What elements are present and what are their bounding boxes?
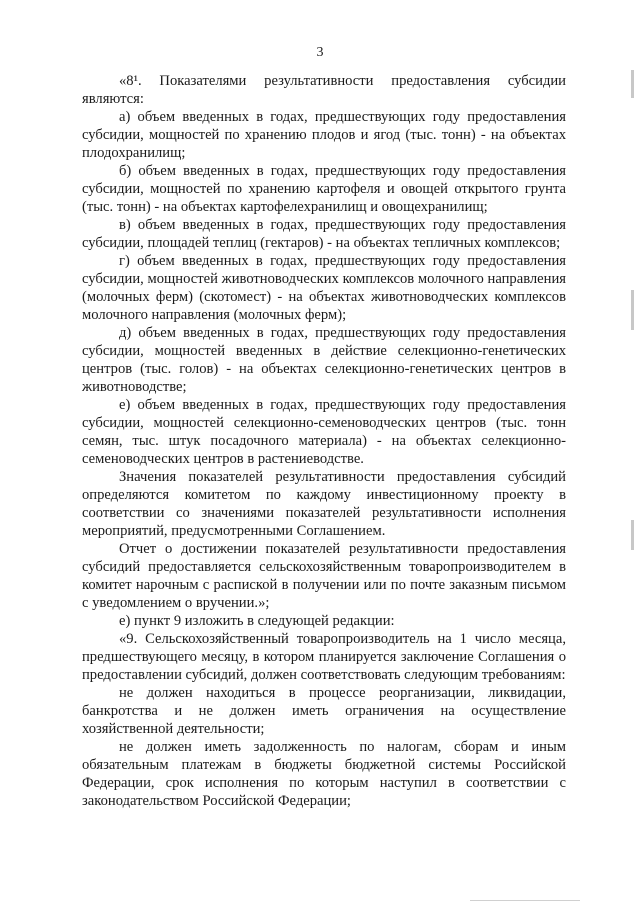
page-number: 3 bbox=[316, 45, 324, 60]
paragraph-item-e: е) объем введенных в годах, предшествующих году предоставления субсидии, мощностей селекционно-семеноводческих центров (тыс. тонн семян, тыс. штук посадочного материала) - на объектах селекционно-семеноводческих центров в растениеводстве. bbox=[82, 397, 566, 467]
paragraph-point-9: «9. Сельскохозяйственный товаропроизводитель на 1 число месяца, предшествующего месяцу, в котором планируется заключение Соглашения о предоставлении субсидий, должен соответствовать следующим требованиям: bbox=[82, 631, 566, 683]
paragraph-item-a: а) объем введенных в годах, предшествующих году предоставления субсидии, мощностей по хранению плодов и ягод (тыс. тонн) - на объектах плодохранилищ; bbox=[82, 109, 566, 161]
document-body bbox=[82, 72, 566, 810]
scan-edge-mark bbox=[470, 900, 580, 901]
paragraph-item-v: в) объем введенных в годах, предшествующих году предоставления субсидии, площадей теплиц (гектаров) - на объектах тепличных комплексов; bbox=[82, 217, 566, 251]
paragraph-8-1-intro: «8¹. Показателями результативности предоставления субсидии являются: bbox=[82, 73, 566, 107]
paragraph-point-9-intro: е) пункт 9 изложить в следующей редакции: bbox=[119, 613, 395, 629]
paragraph-item-b: б) объем введенных в годах, предшествующих году предоставления субсидии, мощностей по хранению картофеля и овощей открытого грунта (тыс. тонн) - на объектах картофелехранилищ и овощехранилищ; bbox=[82, 163, 566, 215]
paragraph-requirement-1: не должен находиться в процессе реорганизации, ликвидации, банкротства и не должен иметь ограничения на осуществление хозяйственной деятельности; bbox=[82, 685, 566, 737]
paragraph-indicator-values: Значения показателей результативности предоставления субсидий определяются комитетом по каждому инвестиционному проекту в соответствии со значениями показателей результативности исполнения мероприятий, предусмотренными Соглашением. bbox=[82, 469, 566, 539]
paragraph-item-d: д) объем введенных в годах, предшествующих году предоставления субсидии, мощностей введенных в действие селекционно-генетических центров (тыс. голов) - на объектах селекционно-генетических центров в животноводстве; bbox=[82, 325, 566, 395]
paragraph-requirement-2: не должен иметь задолженность по налогам, сборам и иным обязательным платежам в бюджеты бюджетной системы Российской Федерации, срок исполнения по которым наступил в соответствии с законодательством Российской Федерации; bbox=[82, 739, 566, 809]
paragraph-item-g: г) объем введенных в годах, предшествующих году предоставления субсидии, мощностей животноводческих комплексов молочного направления (молочных ферм) (скотомест) - на объектах животноводческих комплексов молочного направления (молочных ферм); bbox=[82, 253, 566, 323]
paragraph-report: Отчет о достижении показателей результативности предоставления субсидий предоставляется сельскохозяйственным товаропроизводителем в комитет нарочным с распиской в получении или по почте заказным письмом с уведомлением о вручении.»; bbox=[82, 541, 566, 611]
scan-edge-mark bbox=[631, 290, 634, 330]
scan-edge-mark bbox=[631, 520, 634, 550]
scan-edge-mark bbox=[631, 70, 634, 98]
